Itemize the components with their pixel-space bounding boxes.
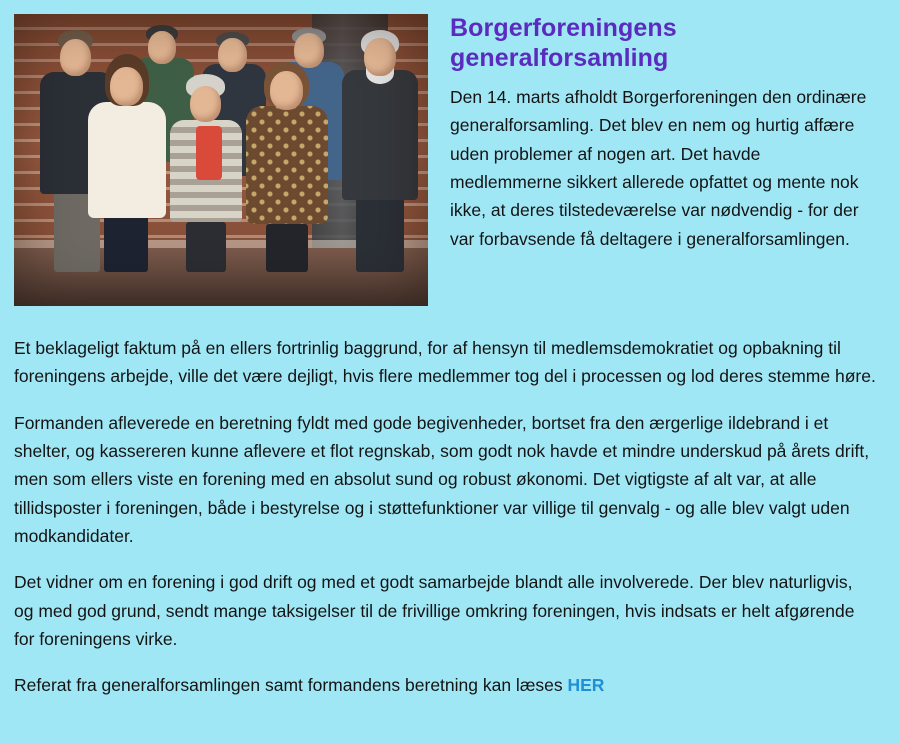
group-photo [14, 14, 428, 306]
page-title: Borgerforeningens generalforsamling [450, 14, 677, 72]
article-closing [14, 671, 876, 699]
article-paragraph-1: Et beklageligt faktum på en ellers fortrinlig baggrund, for af hensyn til medlemsdemokratiet og opbakning til foreningens arbejde, ville det være dejligt, hvis flere medlemmer tog del i processen og lod deres stemme høre. [14, 338, 876, 387]
article-top-block [14, 14, 876, 253]
closing-text: Referat fra generalforsamlingen samt formandens beretning kan læses [14, 675, 568, 696]
referat-link[interactable]: HER [567, 675, 605, 696]
article-paragraph-2: Formanden afleverede en beretning fyldt med gode begivenheder, bortset fra den ærgerlige ildebrand i et shelter, og kassereren kunne aflevere et flot regnskab, som godt nok havde et mindre underskud på årets drift, men som ellers viste en forening med en absolut sund og robust økonomi. Det vigtigste af alt var, at alle tillidsposter i foreningen, både i bestyrelse og i støttefunktioner var villige til genvalg - og alle blev valgt uden modkandidater. [14, 412, 870, 547]
article-paragraph-3: Det vidner om en forening i god drift og med et godt samarbejde blandt alle involverede. Der blev naturligvis, og med god grund, sendt mange taksigelser til de frivillige omkring foreningen, hvis indsats er helt afgørende for foreningens virke. [14, 572, 855, 650]
article-lead: Den 14. marts afholdt Borgerforeningen den ordinære generalforsamling. Det blev en nem og hurtig affære uden problemer af nogen art. Det havde medlemmerne sikkert allerede opfattet og mente nok ikke, at deres tilstedeværelse var nødvendig - for der var forbavsende få deltagere i generalforsamlingen. [450, 87, 867, 249]
article-body [14, 314, 876, 700]
